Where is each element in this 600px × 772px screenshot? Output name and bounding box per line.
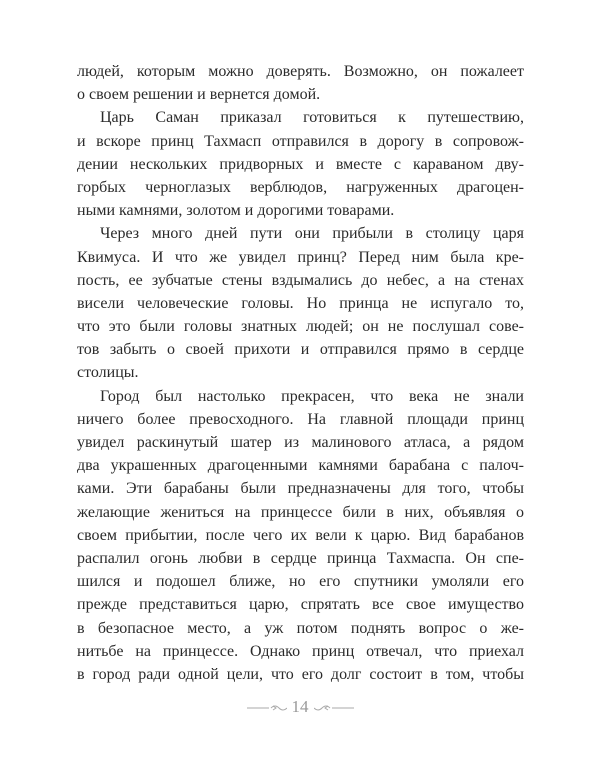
text-line: и вскоре принц Тахмасп отправился в дорогу в сопровож- bbox=[77, 132, 524, 150]
text-line: Квимуса. И что же увидел принц? Перед ним была кре- bbox=[77, 248, 524, 266]
text-line: дении нескольких придворных и вместе с караваном дву- bbox=[77, 155, 524, 173]
text-line: людей, которым можно доверять. Возможно, он пожалеет bbox=[77, 63, 524, 80]
text-line: висели человеческие головы. Но принца не испугало то, bbox=[77, 294, 524, 312]
text-line: о своем решении и вернется домой. bbox=[77, 86, 321, 104]
page-footer bbox=[0, 697, 600, 717]
text-line: своем прибытии, после чего их вели к царю. Вид барабанов bbox=[77, 526, 524, 544]
text-line: в безопасное место, а уж потом поднять вопрос о же- bbox=[77, 619, 524, 637]
text-line: столицы. bbox=[77, 364, 139, 382]
text-line: ничего более превосходного. На главной площади принц bbox=[77, 410, 524, 428]
ornament-left-icon bbox=[247, 704, 287, 712]
text-line: ками. Эти барабаны были предназначены для того, чтобы bbox=[77, 480, 524, 498]
text-line: распалил огонь любви в сердце принца Тахмаспа. Он спе- bbox=[77, 549, 524, 567]
page-number: 14 bbox=[291, 697, 309, 716]
text-line: два украшенных драгоценными камнями барабана с палоч- bbox=[77, 457, 524, 475]
text-line: пость, ее зубчатые стены вздымались до небес, а на стенах bbox=[77, 271, 524, 289]
text-line: прежде представиться царю, спрятать все свое имущество bbox=[77, 596, 524, 614]
text-line: шился и подошел ближе, но его спутники умоляли его bbox=[77, 573, 524, 591]
ornament-right-icon bbox=[314, 704, 354, 712]
text-line: что это были головы знатных людей; он не послушал сове- bbox=[77, 318, 524, 336]
text-line: ными камнями, золотом и дорогими товарами. bbox=[77, 202, 395, 220]
text-line: горбых черноглазых верблюдов, нагруженных драгоцен- bbox=[77, 178, 524, 196]
text-line: тов забыть о своей прихоти и отправился прямо в сердце bbox=[77, 341, 524, 359]
text-line: Через много дней пути они прибыли в столицу царя bbox=[100, 225, 524, 243]
text-line: Царь Саман приказал готовиться к путешествию, bbox=[100, 109, 524, 127]
text-line: увидел раскинутый шатер из малинового атласа, а рядом bbox=[77, 434, 524, 451]
text-line: нитьбе на принцессе. Однако принц отвечал, что приехал bbox=[77, 642, 524, 660]
text-line: желающие жениться на принцессе били в них, объявляя о bbox=[77, 503, 524, 521]
text-line: Город был настолько прекрасен, что века не знали bbox=[100, 387, 524, 405]
body-text bbox=[77, 60, 524, 686]
text-line: в город ради одной цели, что его долг состоит в том, чтобы bbox=[77, 665, 524, 683]
